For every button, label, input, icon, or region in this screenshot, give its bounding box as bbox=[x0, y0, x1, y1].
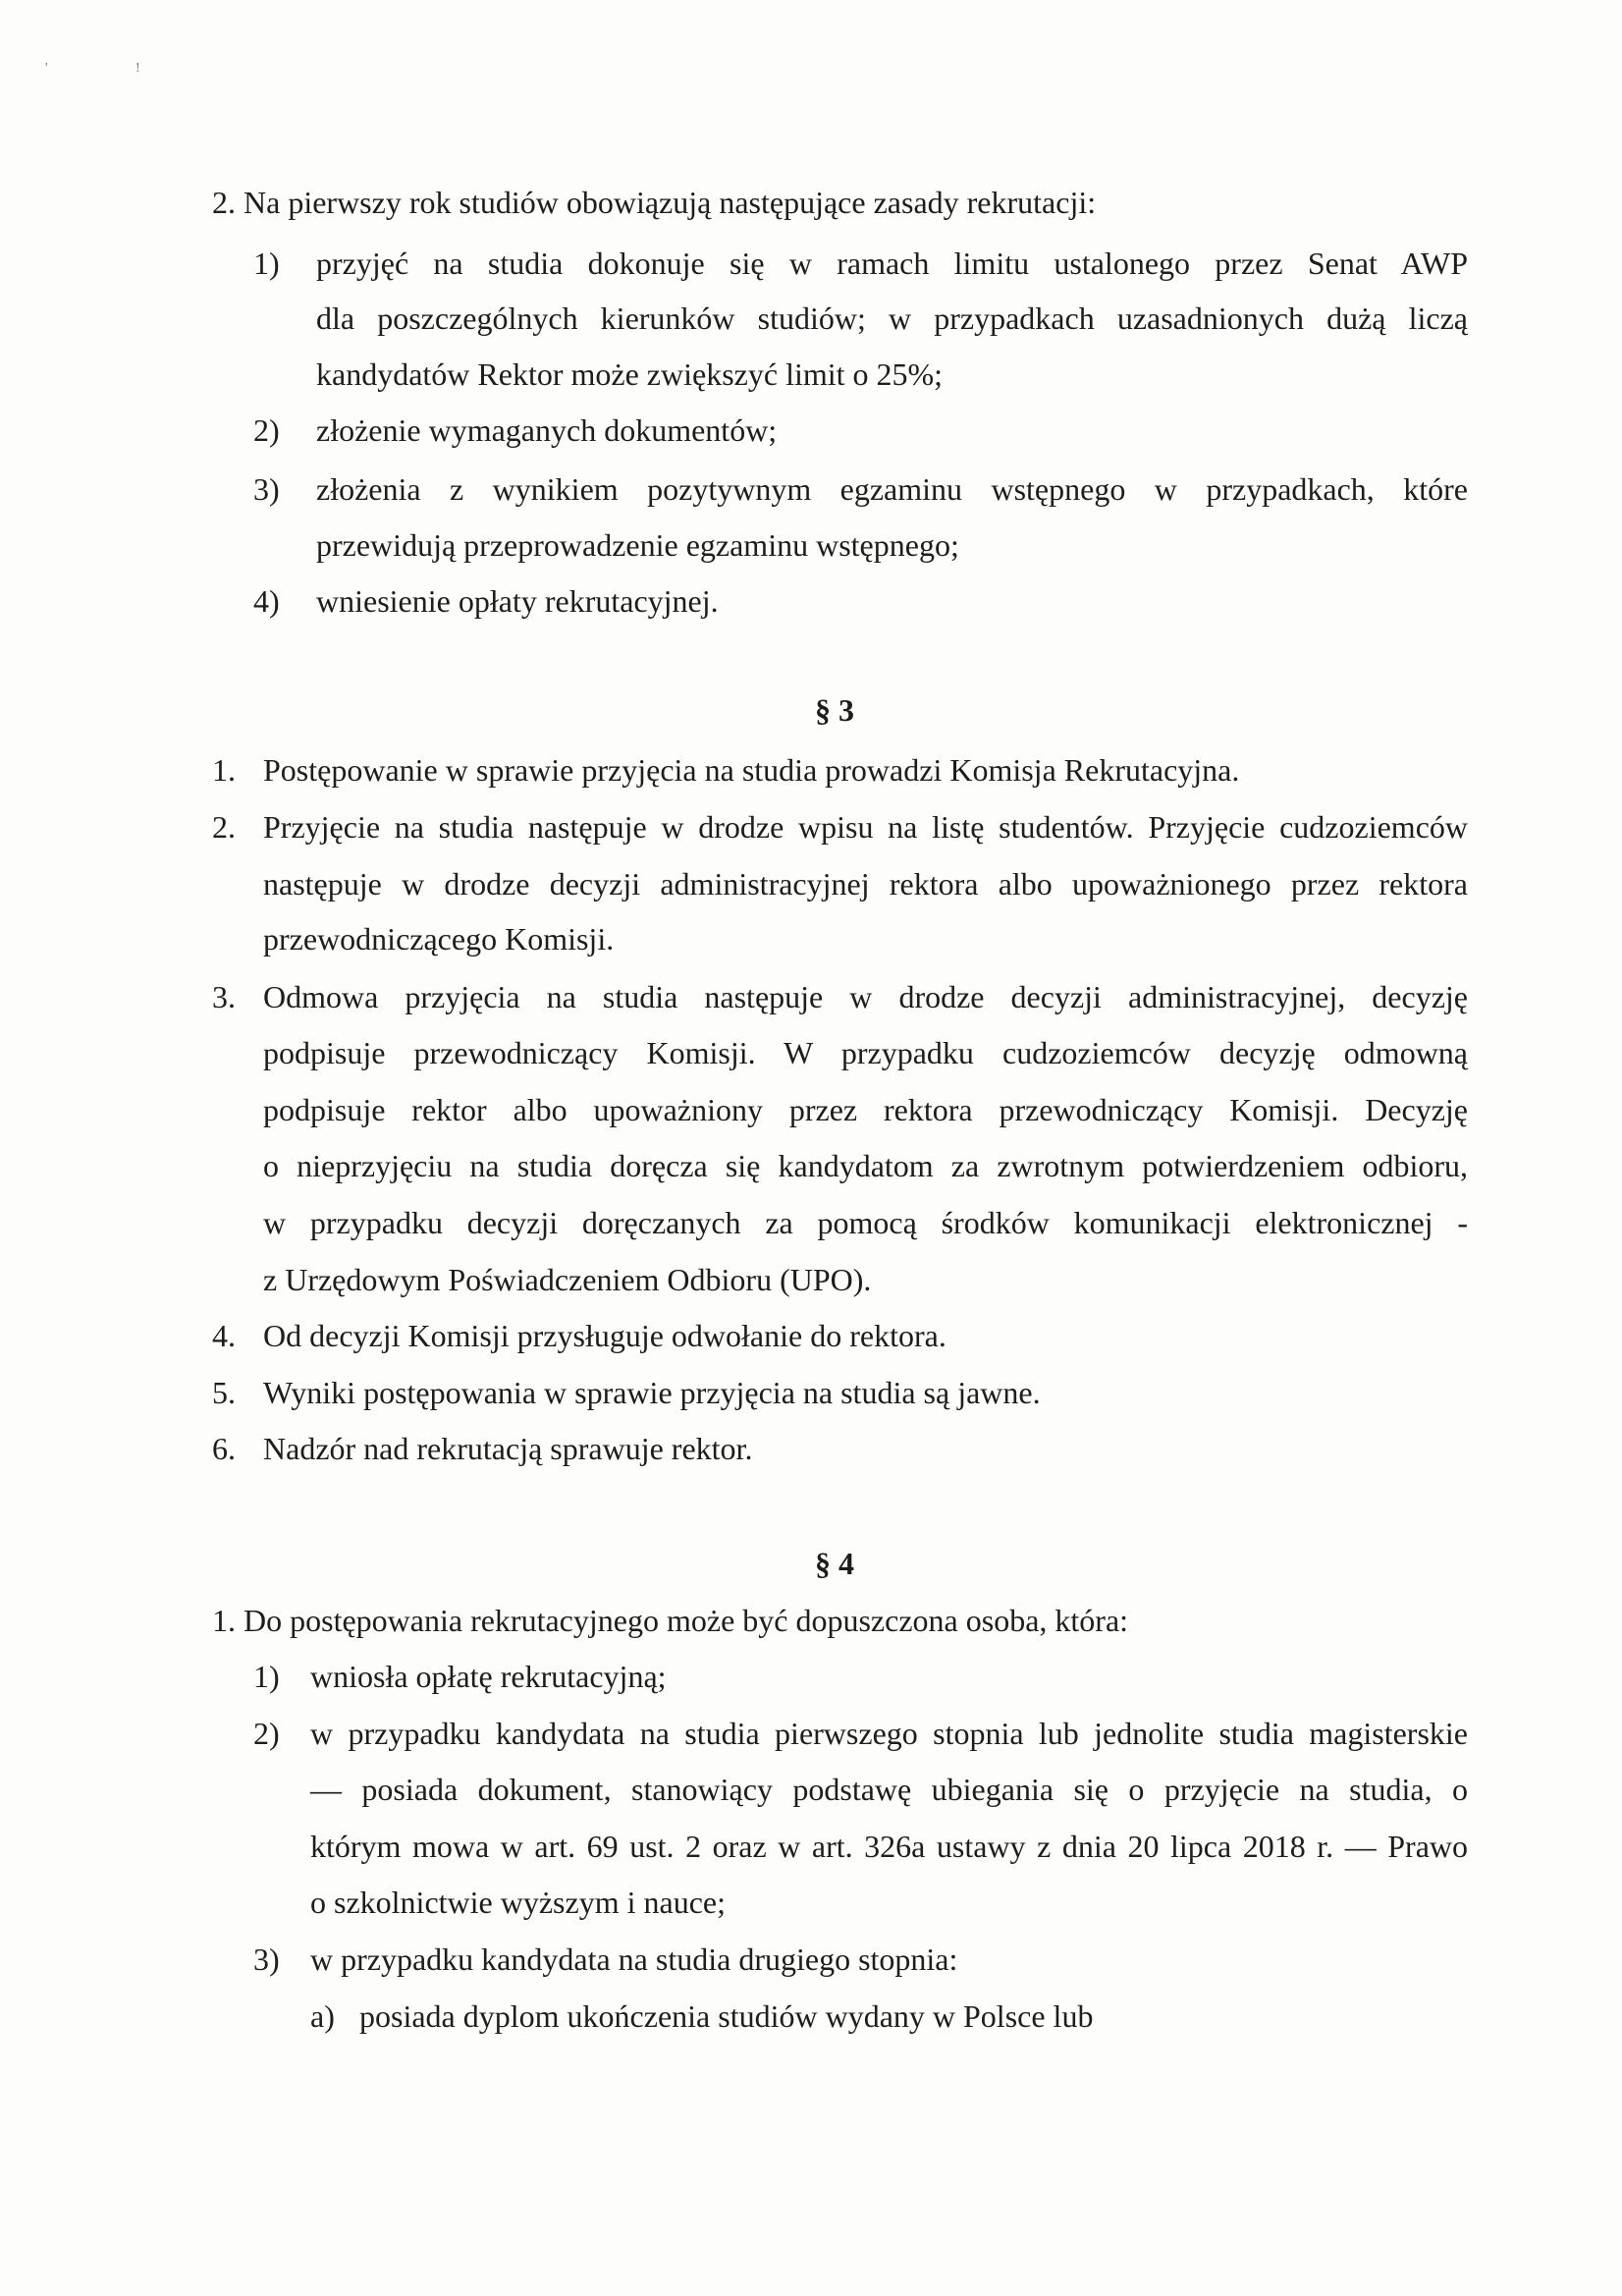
paragraph-line: w przypadku decyzji doręczanych za pomocą środków komunikacji elektronicznej - bbox=[263, 1205, 1468, 1240]
paragraph-line: Od decyzji Komisji przysługuje odwołanie do rektora. bbox=[263, 1318, 946, 1353]
list-number: 1) bbox=[253, 1659, 280, 1694]
paragraph-line: złożenia z wynikiem pozytywnym egzaminu wstępnego w przypadkach, które bbox=[316, 471, 1468, 507]
paragraph-line: następuje w drodze decyzji administracyjnej rektora albo upoważnionego przez rektora bbox=[263, 866, 1468, 902]
paragraph-line: przewidują przeprowadzenie egzaminu wstępnego; bbox=[316, 527, 959, 563]
paragraph-line: Postępowanie w sprawie przyjęcia na studia prowadzi Komisja Rekrutacyjna. bbox=[263, 752, 1240, 788]
paragraph-line: Przyjęcie na studia następuje w drodze wpisu na listę studentów. Przyjęcie cudzoziemców bbox=[263, 809, 1468, 845]
paragraph-line: podpisuje przewodniczący Komisji. W przypadku cudzoziemców decyzję odmowną bbox=[263, 1035, 1468, 1070]
paragraph-line: podpisuje rektor albo upoważniony przez rektora przewodniczący Komisji. Decyzję bbox=[263, 1092, 1468, 1127]
list-number: 2. bbox=[212, 809, 236, 845]
paragraph-line: złożenie wymaganych dokumentów; bbox=[316, 412, 778, 448]
paragraph-line: — posiada dokument, stanowiący podstawę ubiegania się o przyjęcie na studia, o bbox=[310, 1772, 1468, 1807]
paragraph-line: posiada dyplom ukończenia studiów wydany w Polsce lub bbox=[359, 1998, 1094, 2034]
paragraph-line: przyjęć na studia dokonuje się w ramach limitu ustalonego przez Senat AWP bbox=[316, 246, 1468, 281]
scan-speck: ! bbox=[135, 61, 140, 76]
paragraph-line: w przypadku kandydata na studia drugiego stopnia: bbox=[310, 1941, 958, 1977]
paragraph-line: z Urzędowym Poświadczeniem Odbioru (UPO). bbox=[263, 1262, 872, 1297]
list-number: 4. bbox=[212, 1318, 236, 1353]
section-heading: § 3 bbox=[815, 692, 854, 728]
paragraph-line: w przypadku kandydata na studia pierwszego stopnia lub jednolite studia magisterskie bbox=[310, 1716, 1468, 1751]
list-letter: a) bbox=[310, 1998, 335, 2034]
list-number: 2) bbox=[253, 1716, 280, 1751]
paragraph-line: Odmowa przyjęcia na studia następuje w drodze decyzji administracyjnej, decyzję bbox=[263, 979, 1468, 1014]
paragraph-line: Wyniki postępowania w sprawie przyjęcia na studia są jawne. bbox=[263, 1375, 1041, 1410]
paragraph-line: o nieprzyjęciu na studia doręcza się kandydatom za zwrotnym potwierdzeniem odbioru, bbox=[263, 1148, 1468, 1183]
list-number: 3) bbox=[253, 471, 280, 507]
list-number: 1) bbox=[253, 246, 280, 281]
paragraph-line: kandydatów Rektor może zwiększyć limit o 25%; bbox=[316, 356, 944, 392]
list-number: 1. bbox=[212, 752, 236, 788]
paragraph-line: którym mowa w art. 69 ust. 2 oraz w art. 326a ustawy z dnia 20 lipca 2018 r. — Prawo bbox=[310, 1829, 1468, 1864]
scan-speck: ' bbox=[45, 61, 48, 76]
list-number: 5. bbox=[212, 1375, 236, 1410]
list-number: 3) bbox=[253, 1941, 280, 1977]
paragraph-line: przewodniczącego Komisji. bbox=[263, 921, 615, 957]
paragraph-line: Nadzór nad rekrutacją sprawuje rektor. bbox=[263, 1431, 753, 1466]
list-number: 4) bbox=[253, 583, 280, 619]
section2-intro: 2. Na pierwszy rok studiów obowiązują następujące zasady rekrutacji: bbox=[212, 185, 1097, 220]
list-number: 2) bbox=[253, 412, 280, 448]
list-number: 3. bbox=[212, 979, 236, 1014]
list-number: 6. bbox=[212, 1431, 236, 1466]
paragraph-line: o szkolnictwie wyższym i nauce; bbox=[310, 1885, 726, 1920]
section-heading: § 4 bbox=[815, 1546, 854, 1581]
paragraph-line: wniosła opłatę rekrutacyjną; bbox=[310, 1659, 667, 1694]
section4-intro: 1. Do postępowania rekrutacyjnego może być dopuszczona osoba, która: bbox=[212, 1603, 1129, 1638]
paragraph-line: dla poszczególnych kierunków studiów; w przypadkach uzasadnionych dużą liczą bbox=[316, 301, 1468, 336]
paragraph-line: wniesienie opłaty rekrutacyjnej. bbox=[316, 583, 719, 619]
